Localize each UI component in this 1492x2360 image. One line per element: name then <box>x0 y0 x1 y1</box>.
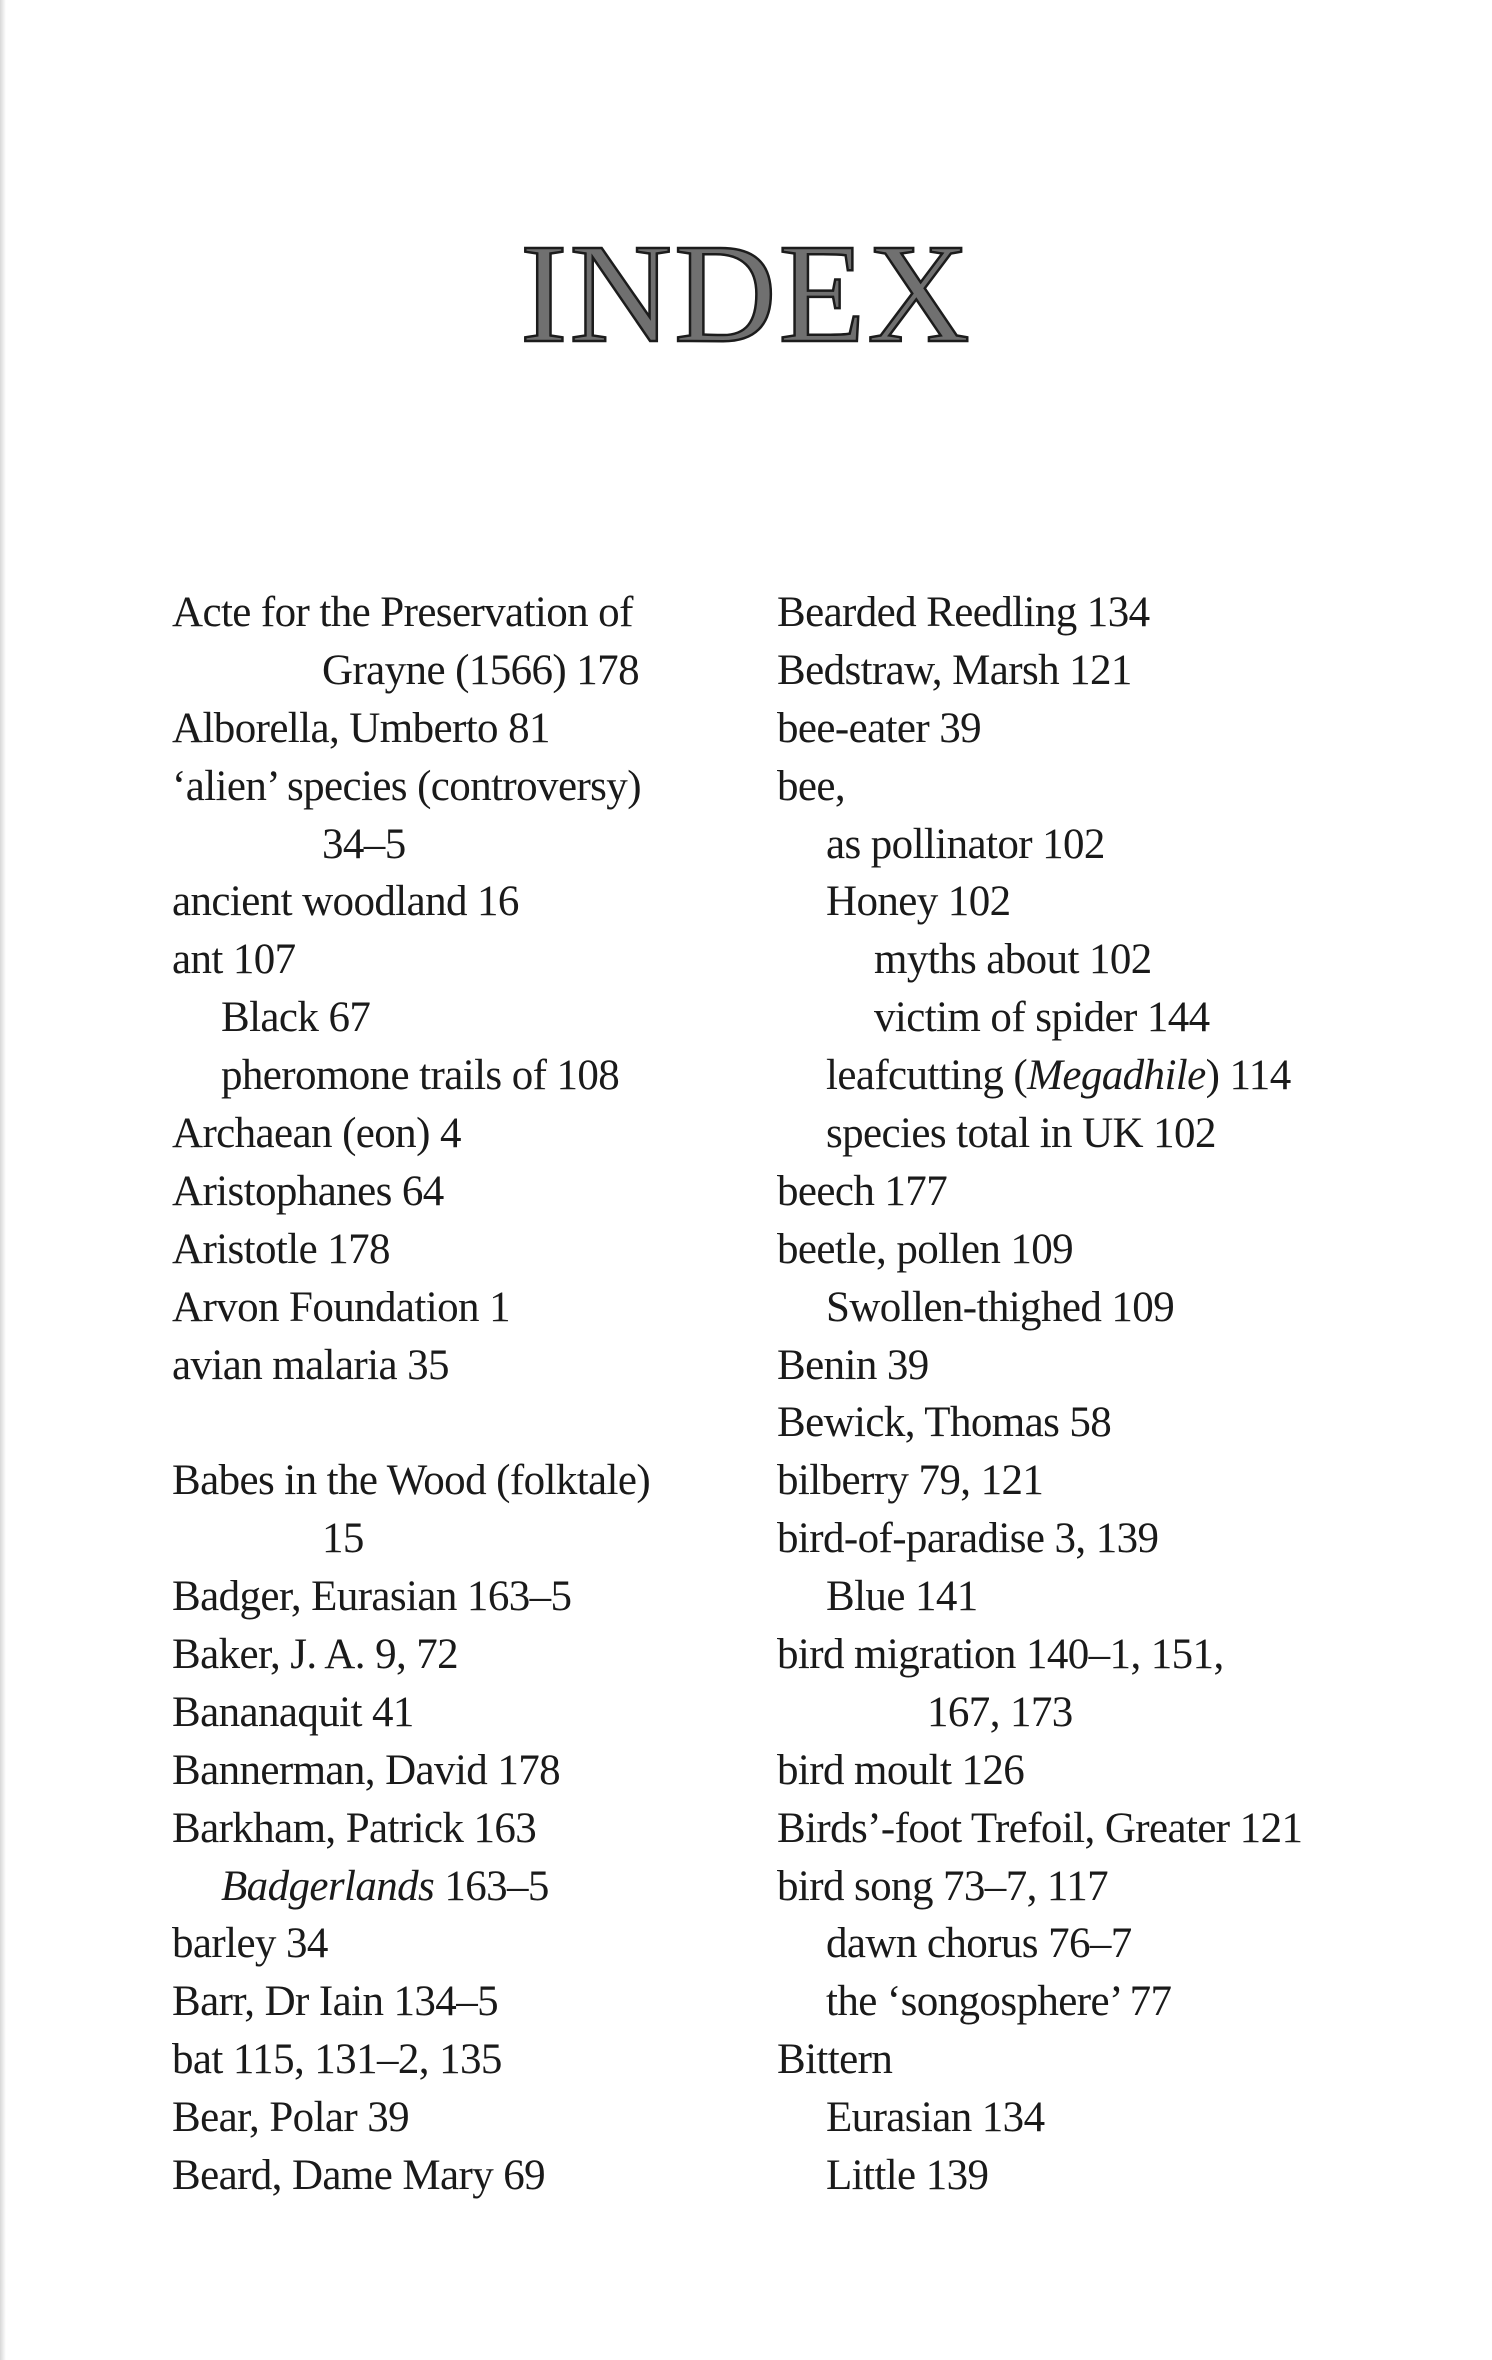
index-entry-text: Alborella, Umberto 81 <box>172 704 550 752</box>
index-entry <box>777 1858 1377 1916</box>
index-entry-text: bee, <box>777 762 846 810</box>
index-entry <box>172 1279 732 1337</box>
index-entry-text: species total in UK 102 <box>826 1110 1216 1158</box>
index-entry-text: 167, 173 <box>927 1688 1073 1736</box>
index-subentry <box>777 1105 1377 1163</box>
index-entry <box>172 2089 732 2147</box>
index-entry-text: Badger, Eurasian 163–5 <box>172 1573 572 1621</box>
index-entry <box>172 1973 732 2031</box>
index-entry <box>172 700 732 758</box>
index-entry-text: Honey 102 <box>826 878 1011 926</box>
index-entry-text: Archaean (eon) 4 <box>172 1110 461 1158</box>
index-entry-text: 34–5 <box>322 820 406 868</box>
index-entry-text: Grayne (1566) 178 <box>322 646 639 694</box>
index-entry <box>777 1510 1377 1568</box>
index-entry-text: dawn chorus 76–7 <box>826 1920 1132 1968</box>
index-subentry <box>777 1973 1377 2031</box>
index-entry-text: avian malaria 35 <box>172 1341 449 1389</box>
index-entry <box>172 758 732 816</box>
index-entry <box>777 1626 1377 1684</box>
index-entry-text: Benin 39 <box>777 1341 929 1389</box>
index-subentry <box>172 1047 732 1105</box>
index-entry <box>777 700 1377 758</box>
index-entry-text: Swollen-thighed 109 <box>826 1283 1175 1331</box>
index-entry <box>777 1452 1377 1510</box>
index-entry-text: Bewick, Thomas 58 <box>777 1399 1112 1447</box>
index-entry-text: victim of spider 144 <box>874 994 1210 1042</box>
index-entry <box>172 1915 732 1973</box>
index-entry-text: as pollinator 102 <box>826 820 1105 868</box>
index-entry-text: Birds’-foot Trefoil, Greater 121 <box>777 1804 1303 1852</box>
index-entry-text: beetle, pollen 109 <box>777 1225 1074 1273</box>
index-entry-turnover <box>172 1510 732 1568</box>
index-entry <box>172 2031 732 2089</box>
index-entry-text: Bananaquit 41 <box>172 1688 414 1736</box>
index-entry-text: the ‘songosphere’ 77 <box>826 1978 1172 2026</box>
index-entry <box>777 642 1377 700</box>
index-entry-text: Bedstraw, Marsh 121 <box>777 646 1132 694</box>
index-spacer <box>172 1394 732 1452</box>
index-entry-text: bee-eater 39 <box>777 704 982 752</box>
index-entry-text: Bearded Reedling 134 <box>777 589 1150 636</box>
index-entry-turnover <box>172 816 732 874</box>
index-entry-text: bird-of-paradise 3, 139 <box>777 1515 1159 1563</box>
index-entry <box>172 1452 732 1510</box>
index-entry-text: ‘alien’ species (controversy) <box>172 762 641 810</box>
page-title: INDEX <box>520 214 972 372</box>
index-entry <box>172 1105 732 1163</box>
index-entry-text: Aristophanes 64 <box>172 1167 444 1215</box>
index-entry <box>172 1568 732 1626</box>
index-subentry <box>777 2089 1377 2147</box>
index-page-refs: ) 114 <box>1205 1052 1291 1100</box>
index-entry <box>777 1742 1377 1800</box>
index-entry-text: bat 115, 131–2, 135 <box>172 2036 502 2084</box>
index-entry <box>172 1337 732 1395</box>
index-entry-text: Little 139 <box>826 2152 989 2200</box>
index-subentry <box>777 1279 1377 1337</box>
index-subentry <box>777 1047 1377 1105</box>
index-entry-text: Acte for the Preservation of <box>172 589 633 636</box>
index-entry-text: Bannerman, David 178 <box>172 1746 561 1794</box>
index-entry-text: Black 67 <box>221 994 371 1042</box>
index-subentry <box>777 873 1377 931</box>
index-entry-text: Baker, J. A. 9, 72 <box>172 1631 459 1679</box>
index-page-refs: 163–5 <box>434 1862 549 1910</box>
index-entry <box>777 584 1377 642</box>
index-entry <box>172 1742 732 1800</box>
index-entry-text: Bittern <box>777 2036 893 2084</box>
index-entry-turnover <box>777 1684 1377 1742</box>
index-entry-text: Arvon Foundation 1 <box>172 1283 510 1331</box>
index-entry-text: myths about 102 <box>874 936 1152 984</box>
index-entry-text: beech 177 <box>777 1167 948 1215</box>
index-entry <box>172 1163 732 1221</box>
index-entry-text: bird song 73–7, 117 <box>777 1862 1109 1910</box>
index-italic-title: Badgerlands <box>221 1862 435 1910</box>
index-entry <box>172 584 732 642</box>
index-entry <box>777 1221 1377 1279</box>
index-entry-text: Babes in the Wood (folktale) <box>172 1457 651 1505</box>
index-entry-text: Barr, Dr Iain 134–5 <box>172 1978 499 2026</box>
index-entry <box>777 1337 1377 1395</box>
index-entry-text: Beard, Dame Mary 69 <box>172 2152 546 2200</box>
index-entry <box>172 2147 732 2205</box>
index-entry <box>172 1221 732 1279</box>
index-subentry <box>777 1915 1377 1973</box>
index-subentry <box>172 989 732 1047</box>
index-entry-turnover <box>172 642 732 700</box>
index-entry-text: bilberry 79, 121 <box>777 1457 1044 1505</box>
index-entry-text: Barkham, Patrick 163 <box>172 1804 537 1852</box>
index-entry-text: bird moult 126 <box>777 1746 1025 1794</box>
index-entry-text: ant 107 <box>172 936 296 984</box>
index-entry-text: bird migration 140–1, 151, <box>777 1631 1224 1679</box>
index-subsubentry <box>777 989 1377 1047</box>
index-entry <box>777 1394 1377 1452</box>
index-italic-term: Megadhile <box>1027 1052 1206 1100</box>
index-entry-text: barley 34 <box>172 1920 328 1968</box>
index-entry-text: leafcutting ( <box>826 1052 1028 1100</box>
index-entry <box>777 758 1377 816</box>
index-column-left <box>172 584 732 2205</box>
index-column-right <box>777 584 1377 2205</box>
index-subentry <box>172 1858 732 1916</box>
index-entry-text: Eurasian 134 <box>826 2094 1045 2142</box>
index-entry-text: Bear, Polar 39 <box>172 2094 410 2142</box>
index-entry-text: Aristotle 178 <box>172 1225 390 1273</box>
index-subentry <box>777 2147 1377 2205</box>
index-entry-text: pheromone trails of 108 <box>221 1052 620 1100</box>
index-entry-text: Blue 141 <box>826 1573 978 1621</box>
index-entry <box>777 1800 1377 1858</box>
index-subentry <box>777 1568 1377 1626</box>
index-entry <box>172 873 732 931</box>
index-entry <box>172 1684 732 1742</box>
index-entry-text: ancient woodland 16 <box>172 878 519 926</box>
index-entry-text: 15 <box>322 1515 364 1563</box>
index-subentry <box>777 816 1377 874</box>
index-entry <box>172 1626 732 1684</box>
index-entry <box>172 1800 732 1858</box>
index-entry <box>172 931 732 989</box>
index-subsubentry <box>777 931 1377 989</box>
index-entry <box>777 2031 1377 2089</box>
index-entry <box>777 1163 1377 1221</box>
